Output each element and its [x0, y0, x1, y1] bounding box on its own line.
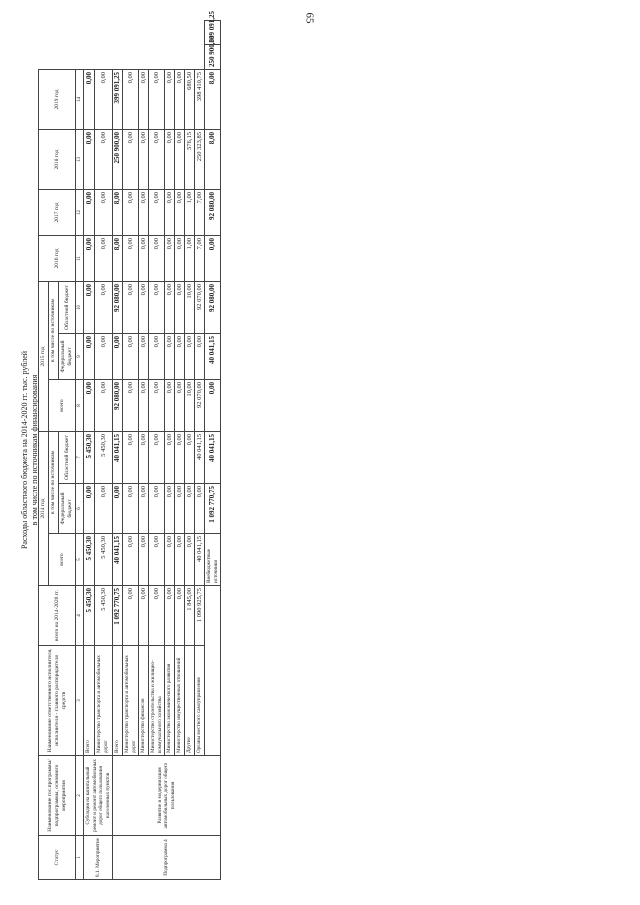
value-cell: 40 041,15 [195, 534, 205, 586]
value-cell: 1 092 770,75 [113, 586, 123, 646]
value-cell: 1,00 [185, 236, 195, 282]
table-row [195, 21, 205, 880]
column-index: 7 [76, 432, 84, 484]
value-cell: 0,00 [123, 282, 139, 334]
header-total: всего на 2014-2020 гг. [39, 586, 76, 646]
value-cell: 0,00 [139, 334, 149, 380]
value-cell: 0,00 [139, 586, 149, 646]
table-row [113, 21, 123, 880]
executor-cell: Всего [84, 646, 95, 756]
column-index: 3 [76, 646, 84, 756]
value-cell: 0,00 [123, 190, 139, 236]
value-cell: 92 070,00 [195, 282, 205, 334]
value-cell: 0,00 [149, 282, 165, 334]
value-cell: 0,00 [123, 380, 139, 432]
value-cell: 0,00 [95, 380, 113, 432]
value-cell: 0,00 [175, 236, 185, 282]
value-cell: 0,00 [165, 586, 175, 646]
value-cell: 0,00 [139, 70, 149, 130]
value-cell: 0,00 [139, 236, 149, 282]
value-cell: 0,00 [149, 190, 165, 236]
value-cell: 0,00 [185, 334, 195, 380]
value-cell: 0,00 [149, 70, 165, 130]
column-index: 12 [76, 190, 84, 236]
value-cell: 0,00 [123, 70, 139, 130]
header-program-name: Наименование гос.программы/ подпрограммы, основного мероприятия [39, 756, 76, 836]
value-cell: 0,00 [175, 190, 185, 236]
table-caption [20, 20, 38, 880]
value-cell: 399 091,25 [113, 70, 123, 130]
column-index: 10 [76, 282, 84, 334]
header-2014-of-which: в том числе по источникам [49, 432, 59, 534]
empty-cell [205, 586, 221, 756]
value-cell: 0,00 [84, 70, 95, 130]
column-index: 6 [76, 484, 84, 534]
value-cell: 0,00 [123, 334, 139, 380]
value-cell: 0,00 [165, 236, 175, 282]
value-cell: 92 080,00 [205, 282, 221, 334]
value-cell: 40 041,15 [205, 432, 221, 484]
value-cell: 0,00 [95, 70, 113, 130]
executor-cell: Министерство транспорта и автомобильных дорог [95, 646, 113, 756]
value-cell: 0,00 [84, 282, 95, 334]
header-2017: 2017 год [39, 190, 76, 236]
table-row [165, 21, 175, 880]
table-row [149, 21, 165, 880]
value-cell: 8,00 [205, 70, 221, 130]
executor-cell: Всего [113, 646, 123, 756]
table-row [175, 21, 185, 880]
value-cell: 0,00 [149, 334, 165, 380]
value-cell: 399 091,25 [205, 21, 221, 46]
value-cell: 576,15 [185, 130, 195, 190]
value-cell: 0,00 [175, 432, 185, 484]
program-name-cell: Развитие и модернизация автомобильных дорог общего пользования [113, 756, 221, 836]
value-cell: 0,00 [175, 484, 185, 534]
budget-table [38, 11, 221, 880]
value-cell: 0,00 [175, 586, 185, 646]
value-cell: 250 323,85 [195, 130, 205, 190]
value-cell: 0,00 [165, 130, 175, 190]
value-cell: 0,00 [95, 334, 113, 380]
value-cell: 0,00 [165, 432, 175, 484]
value-cell: 0,00 [113, 334, 123, 380]
column-index: 4 [76, 586, 84, 646]
value-cell: 0,00 [95, 282, 113, 334]
value-cell: 1 092 770,75 [205, 484, 221, 534]
value-cell: 10,00 [185, 380, 195, 432]
executor-cell: Министерство финансов [139, 646, 149, 756]
table-row [123, 21, 139, 880]
value-cell: 0,00 [149, 586, 165, 646]
value-cell: 680,50 [185, 70, 195, 130]
value-cell: 0,00 [175, 70, 185, 130]
value-cell: 0,00 [165, 534, 175, 586]
value-cell: 0,00 [95, 130, 113, 190]
value-cell: 0,00 [123, 586, 139, 646]
column-index: 9 [76, 334, 84, 380]
value-cell: 0,00 [165, 190, 175, 236]
value-cell: 250 900,00 [113, 130, 123, 190]
value-cell: 0,00 [84, 380, 95, 432]
value-cell: 5 450,30 [95, 534, 113, 586]
value-cell: 0,00 [84, 484, 95, 534]
header-2014-all: всего [49, 534, 76, 586]
executor-cell: Министерство экономического развития [165, 646, 175, 756]
value-cell: 0,00 [139, 282, 149, 334]
executor-cell: Внебюджетные источники [205, 534, 221, 586]
value-cell: 0,00 [123, 236, 139, 282]
table-title: Расходы областного бюджета на 2014-2020 гг. тыс. рублей [20, 350, 29, 550]
header-2015-all: всего [49, 380, 76, 432]
table-body [84, 11, 221, 880]
value-cell: 8,00 [113, 236, 123, 282]
program-name-cell: Субсидия на капитальный ремонт и ремонт автомобильных дорог общего пользования населенных пунктов [84, 756, 113, 836]
value-cell: 0,00 [84, 334, 95, 380]
value-cell: 0,00 [149, 380, 165, 432]
value-cell: 0,00 [84, 130, 95, 190]
value-cell: 0,00 [139, 534, 149, 586]
value-cell: 5 450,30 [84, 586, 95, 646]
value-cell: 92 070,00 [195, 380, 205, 432]
value-cell: 0,00 [165, 334, 175, 380]
value-cell: 0,00 [195, 334, 205, 380]
value-cell: 5 450,30 [95, 586, 113, 646]
executor-cell: Органы местного самоуправления [195, 646, 205, 756]
table-row [139, 21, 149, 880]
value-cell: 398 410,75 [195, 70, 205, 130]
value-cell: 250 900,00 [205, 45, 221, 70]
header-2015-of-which: в том числе по источникам [49, 282, 59, 380]
value-cell: 0,00 [175, 334, 185, 380]
value-cell: 5 450,30 [95, 432, 113, 484]
column-index: 2 [76, 756, 84, 836]
header-2018: 2018 год [39, 130, 76, 190]
value-cell: 0,00 [123, 432, 139, 484]
value-cell: 1,00 [185, 190, 195, 236]
value-cell: 0,00 [165, 70, 175, 130]
value-cell: 10,00 [185, 282, 195, 334]
value-cell: 0,00 [84, 190, 95, 236]
value-cell: 40 041,15 [195, 432, 205, 484]
table-subtitle: в том числе по источникам финансирования [30, 374, 39, 526]
column-index: 11 [76, 236, 84, 282]
value-cell: 0,00 [175, 130, 185, 190]
value-cell: 0,00 [165, 380, 175, 432]
header-2014: 2014 год [39, 432, 49, 586]
table-row [84, 21, 95, 880]
value-cell: 0,00 [123, 534, 139, 586]
table-row [185, 21, 195, 880]
value-cell: 0,00 [165, 282, 175, 334]
header-2016: 2016 год [39, 236, 76, 282]
value-cell: 0,00 [185, 484, 195, 534]
table-row [205, 21, 221, 880]
value-cell: 0,00 [113, 484, 123, 534]
value-cell: 0,00 [149, 534, 165, 586]
executor-cell: Министерство строительства и жилищно-коммунального хозяйства [149, 646, 165, 756]
value-cell: 0,00 [205, 380, 221, 432]
value-cell: 0,00 [165, 484, 175, 534]
value-cell: 0,00 [123, 130, 139, 190]
header-2015-federal: Федеральный бюджет [59, 334, 76, 380]
value-cell: 5 450,30 [84, 432, 95, 484]
column-index: 1 [76, 836, 84, 880]
value-cell: 92 080,00 [113, 282, 123, 334]
page-number: 65 [303, 12, 316, 24]
status-cell: 8.1. Мероприятие [84, 836, 113, 880]
executor-cell: Министерство имущественных отношений [175, 646, 185, 756]
value-cell: 0,00 [149, 484, 165, 534]
value-cell: 0,00 [95, 190, 113, 236]
value-cell: 0,00 [95, 484, 113, 534]
value-cell: 92 080,00 [205, 190, 221, 236]
value-cell: 5 450,30 [84, 534, 95, 586]
value-cell: 7,00 [195, 236, 205, 282]
status-cell: Подпрограмма 4 [113, 836, 221, 880]
value-cell: 1 090 925,75 [195, 586, 205, 646]
value-cell: 0,00 [175, 534, 185, 586]
executor-cell: Министерство транспорта и автомобильных дорог [123, 646, 139, 756]
value-cell: 0,00 [149, 432, 165, 484]
column-index: 14 [76, 70, 84, 130]
column-index: 8 [76, 380, 84, 432]
value-cell: 92 080,00 [113, 380, 123, 432]
value-cell: 7,00 [195, 190, 205, 236]
header-executor: Наименование ответственного исполнителя, исполнителя - главного распорядителя средств [39, 646, 76, 756]
value-cell: 40 041,15 [113, 534, 123, 586]
value-cell: 0,00 [123, 484, 139, 534]
value-cell: 0,00 [175, 380, 185, 432]
value-cell: 1 845,00 [185, 586, 195, 646]
value-cell: 0,00 [175, 282, 185, 334]
header-2014-federal: Федеральный бюджет [59, 484, 76, 534]
value-cell: 0,00 [139, 484, 149, 534]
value-cell: 0,00 [84, 236, 95, 282]
column-index-row [76, 21, 84, 880]
value-cell: 0,00 [185, 432, 195, 484]
value-cell: 0,00 [139, 380, 149, 432]
value-cell: 0,00 [149, 130, 165, 190]
value-cell: 0,00 [139, 432, 149, 484]
header-status: Статус [39, 836, 76, 880]
header-2014-regional: Областной бюджет [59, 432, 76, 484]
value-cell: 8,00 [113, 190, 123, 236]
value-cell: 0,00 [139, 190, 149, 236]
value-cell: 40 041,15 [205, 334, 221, 380]
value-cell: 0,00 [139, 130, 149, 190]
value-cell: 0,00 [205, 236, 221, 282]
value-cell: 0,00 [149, 236, 165, 282]
header-2015-regional: Областной бюджет [59, 282, 76, 334]
value-cell: 0,00 [185, 534, 195, 586]
value-cell: 0,00 [95, 236, 113, 282]
executor-cell: Другие [185, 646, 195, 756]
column-index: 5 [76, 534, 84, 586]
column-index: 13 [76, 130, 84, 190]
table-row [95, 21, 113, 880]
header-2015: 2015 год [39, 282, 49, 432]
value-cell: 8,00 [205, 130, 221, 190]
header-2019: 2019 год [39, 70, 76, 130]
value-cell: 40 041,15 [113, 432, 123, 484]
value-cell: 0,00 [195, 484, 205, 534]
